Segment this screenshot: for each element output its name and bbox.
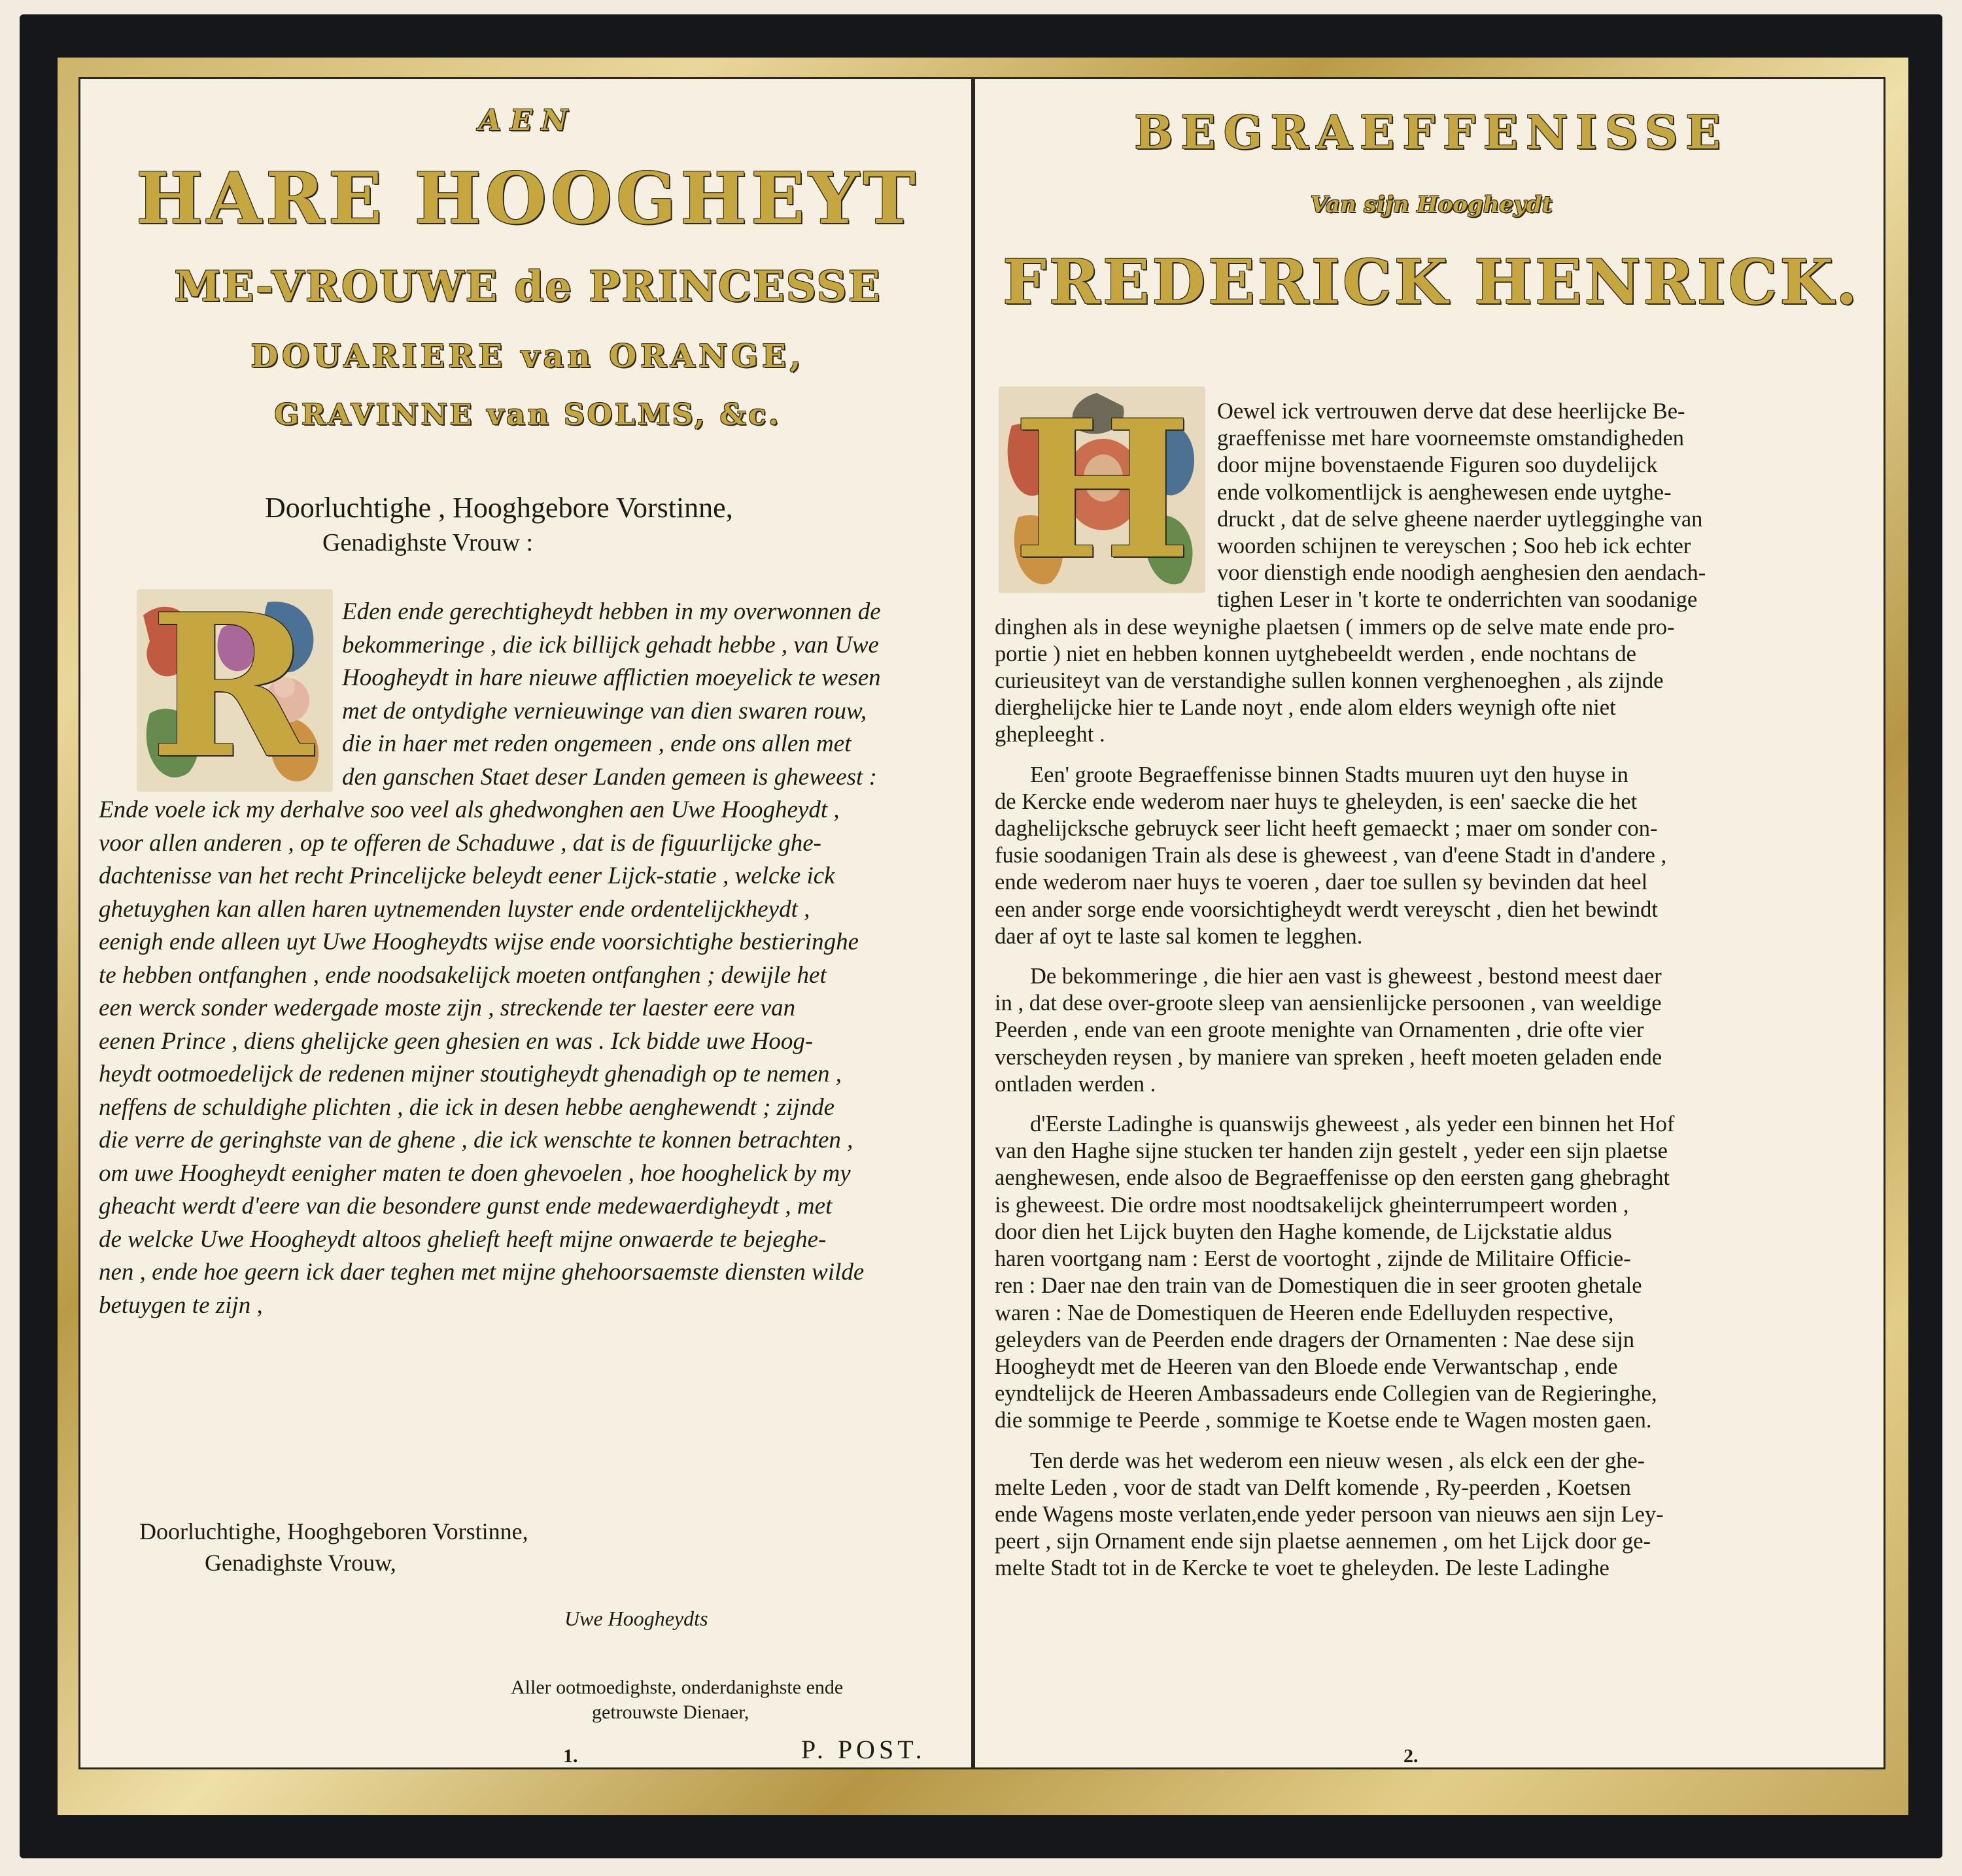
closing-line-5: getrouwste Dienaer, [592,1701,749,1723]
body-line: heydt ootmoedelijck de redenen mijner stoutigheydt ghenadigh op te nemen , [99,1061,842,1087]
body-line: Hoogheydt in hare nieuwe afflictien moeyelick te wesen [342,664,881,691]
para2-line: ende wederom naer huys te voeren , daer toe sullen sy bevinden dat heel [995,870,1648,895]
para4-line: die sommige te Peerde , sommige te Koetse ende te Wagen mosten gaen. [995,1408,1652,1433]
salutation [80,491,975,557]
salutation-line-2: Genadighste Vrouw : [322,529,534,556]
heading-begraeffenisse: BEGRAEFFENISSE [1134,105,1729,160]
para4-line: door dien het Lijck buyten den Haghe komende, de Lijckstatie aldus [995,1219,1612,1244]
body-line: dachtenisse van het recht Princelijcke beleydt eener Lijck-statie , welcke ick [99,862,835,889]
para2-line: de Kercke ende wederom naer huys te gheleyden, is een' saecke die het [995,789,1638,814]
body-line: eenigh ende alleen uyt Uwe Hoogheydts wijse ende voorsichtighe bestieringhe [99,929,859,955]
para3-line: in , dat dese over-groote sleep van aensienlijcke persoonen , van weeldige [995,991,1662,1016]
para4-line: waren : Nae de Domestiquen de Heeren ende Edelluyden respective, [995,1300,1614,1325]
heading-frederick-henrick: FREDERICK HENRICK. [1003,247,1860,318]
body-line: Ende voele ick my derhalve soo veel als ghedwonghen aen Uwe Hoogheydt , [99,796,840,823]
body-line: de welcke Uwe Hoogheydt altoos ghelieft heeft mijne onwaerde te bejeghe- [99,1225,827,1253]
chronicle-body [995,398,1871,1582]
body-line: die verre de geringhste van de ghene , die ick wenschte te konnen betrachten , [99,1127,853,1153]
para4-line: eyndtelijck de Heeren Ambassadeurs ende Collegien van de Regieringhe, [995,1381,1657,1407]
para1-line: portie ) niet en hebben konnen uytghebeeldt werden , ende nochtans de [995,641,1636,666]
para1-line: ghepleeght . [995,722,1105,747]
body-line: ghetuyghen kan allen haren uytnemenden luyster ende ordentelijckheydt , [99,895,810,923]
body-line: Eden ende gerechtigheydt hebben in my overwonnen de [342,598,881,625]
para2-line: daghelijcksche gebruyck seer licht heeft gemaeckt ; maer om sonder con- [995,816,1658,842]
body-line: neffens de schuldighe plichten , die ick in desen hebbe aenghewendt ; zijnde [99,1093,835,1121]
para1-line: dinghen als in dese weynighe plaetsen ( immers op de selve mate ende pro- [995,614,1675,640]
body-line: die in haer met reden ongemeen , ende ons allen met [342,730,852,757]
heading-gravinne: GRAVINNE van SOLMS, &c. [274,398,782,432]
para4-line: haren voortgang nam : Eerst de voortoght , zijnde de Militaire Officie- [995,1246,1631,1272]
heading-aen: AEN [479,104,577,137]
para1-line: dierghelijcke hier te Lande noyt , ende alom elders weynigh ofte niet [995,695,1616,721]
para2-line: Een' groote Begraeffenisse binnen Stadts muuren uyt den huyse in [1030,762,1628,787]
para4-line: van den Haghe sijne stucken ter handen zijn gestelt , yeder een sijn plaetse [995,1138,1668,1164]
body-line: betuygen te zijn , [99,1291,263,1319]
left-page [78,77,973,1769]
heading-douariere: DOUARIERE van ORANGE, [250,338,805,375]
heading-van-sijn-hoogheydt: Van sijn Hoogheydt [1310,192,1553,218]
para5-line: peert , sijn Ornament ende sijn plaetse aennemen , om het Lijck door ge- [995,1529,1651,1554]
para1-line: curieusiteyt van de verstandighe sullen konnen verghenoeghen , als zijnde [995,668,1664,694]
closing [80,1518,975,1765]
para5-line: Ten derde was het wederom een nieuw wesen , als elck een der ghe- [1030,1448,1645,1473]
para4-line: Hoogheydt met de Heeren van den Bloede ende Verwantschap , ende [995,1354,1618,1379]
closing-line-3: Uwe Hoogheydts [564,1607,708,1630]
para1-line: voor dienstigh ende noodigh aenghesien den aendach- [1217,560,1706,586]
closing-line-1: Doorluchtighe, Hooghgeboren Vorstinne, [139,1518,528,1544]
body-line: bekommeringe , die ick billijck gehadt hebbe , van Uwe [342,631,879,658]
heading-hare-hoogheyt: HARE HOOGHEYT [136,158,920,240]
salutation-line-1: Doorluchtighe , Hooghgebore Vorstinne, [265,492,733,524]
para4-line: d'Eerste Ladinghe is quanswijs gheweest , als yeder een binnen het Hof [1030,1112,1675,1137]
para2-line: een ander sorge ende voorsichtigheydt werdt vereyscht , dien het bewindt [995,896,1658,922]
signature: P. POST. [801,1735,926,1764]
para3-line: De bekommeringe , die hier aen vast is gheweest , bestond meest daer [1030,964,1662,989]
body-line: den ganschen Staet deser Landen gemeen is gheweest : [342,763,877,791]
para2-line: daer af oyt te laste sal komen te legghen. [995,923,1363,949]
para3-line: verscheyden reysen , by maniere van spreken , heeft moeten geladen ende [995,1044,1662,1070]
para1-line: door mijne bovenstaende Figuren soo duydelijck [1217,452,1658,478]
para3-line: ontladen werden . [995,1071,1156,1097]
para4-line: ren : Daer nae den train van de Domestiquen die in seer grooten ghetale [995,1273,1642,1299]
para4-line: aenghewesen, ende alsoo de Begraeffenisse op den eersten gang ghebraght [995,1165,1670,1191]
para4-line: geleyders van de Peerden ende dragers der Ornamenten : Nae dese sijn [995,1327,1635,1352]
dedication-body [99,596,962,1322]
body-line: met de ontydighe vernieuwinge van dien swaren rouw, [342,697,867,725]
right-page [973,77,1885,1769]
para4-line: is gheweest. Die ordre most noodtsakelijck gheinterrumpeert worden , [995,1192,1629,1218]
body-line: een werck sonder wedergade moste zijn , streckende ter laester eere van [99,995,796,1021]
para1-line: Oewel ick vertrouwen derve dat dese heerlijcke Be- [1217,399,1685,424]
para5-line: melte Leden , voor de stadt van Delft komende , Ry-peerden , Koetsen [995,1475,1631,1500]
para5-line: ende Wagens moste verlaten,ende yeder persoon van nieuws aen sijn Ley- [995,1501,1664,1527]
para1-line: graeffenisse met hare voorneemste omstandigheden [1217,426,1685,451]
para1-line: tighen Leser in 't korte te onderrichten van soodanige [1217,587,1698,613]
body-line: te hebben ontfanghen , ende noodsakelijck moeten ontfanghen ; dewijle het [99,961,827,989]
page-number-1: 1. [563,1745,578,1767]
page-number-2: 2. [1403,1745,1419,1767]
para1-line: druckt , dat de selve gheene naerder uytlegginghe van [1217,506,1703,532]
body-line: voor allen anderen , op te offeren de Schaduwe , dat is de figuurlijcke ghe- [99,829,821,857]
heading-princesse: ME-VROUWE de PRINCESSE [174,262,882,311]
initial-h-letter: H [1012,386,1192,593]
body-line: gheacht werdt d'eere van die besondere gunst ende medewaerdigheydt , met [99,1193,833,1219]
initial-r-letter: R [150,589,313,792]
para2-line: fusie soodanigen Train als dese is gheweest , van d'eene Stadt in d'andere , [995,843,1667,868]
para1-line: woorden schijnen te vereyschen ; Soo heb ick echter [1217,534,1691,559]
para1-line: ende volkomentlijck is aenghewesen ende uytghe- [1217,479,1672,505]
body-line: eenen Prince , diens ghelijcke geen ghesien en was . Ick bidde uwe Hoog- [99,1027,814,1055]
closing-line-2: Genadighste Vrouw, [205,1550,396,1576]
para5-line: melte Stadt tot in de Kercke te voet te gheleyden. De leste Ladinghe [995,1556,1609,1581]
body-line: nen , ende hoe geern ick daer teghen met mijne ghehoorsaemste diensten wilde [99,1259,865,1286]
closing-line-4: Aller ootmoedighste, onderdanighste ende [511,1677,844,1698]
para3-line: Peerden , ende van een groote menighte van Ornamenten , drie ofte vier [995,1017,1644,1043]
body-line: om uwe Hoogheydt eenigher maten te doen ghevoelen , hoe hooghelick by my [99,1159,851,1187]
